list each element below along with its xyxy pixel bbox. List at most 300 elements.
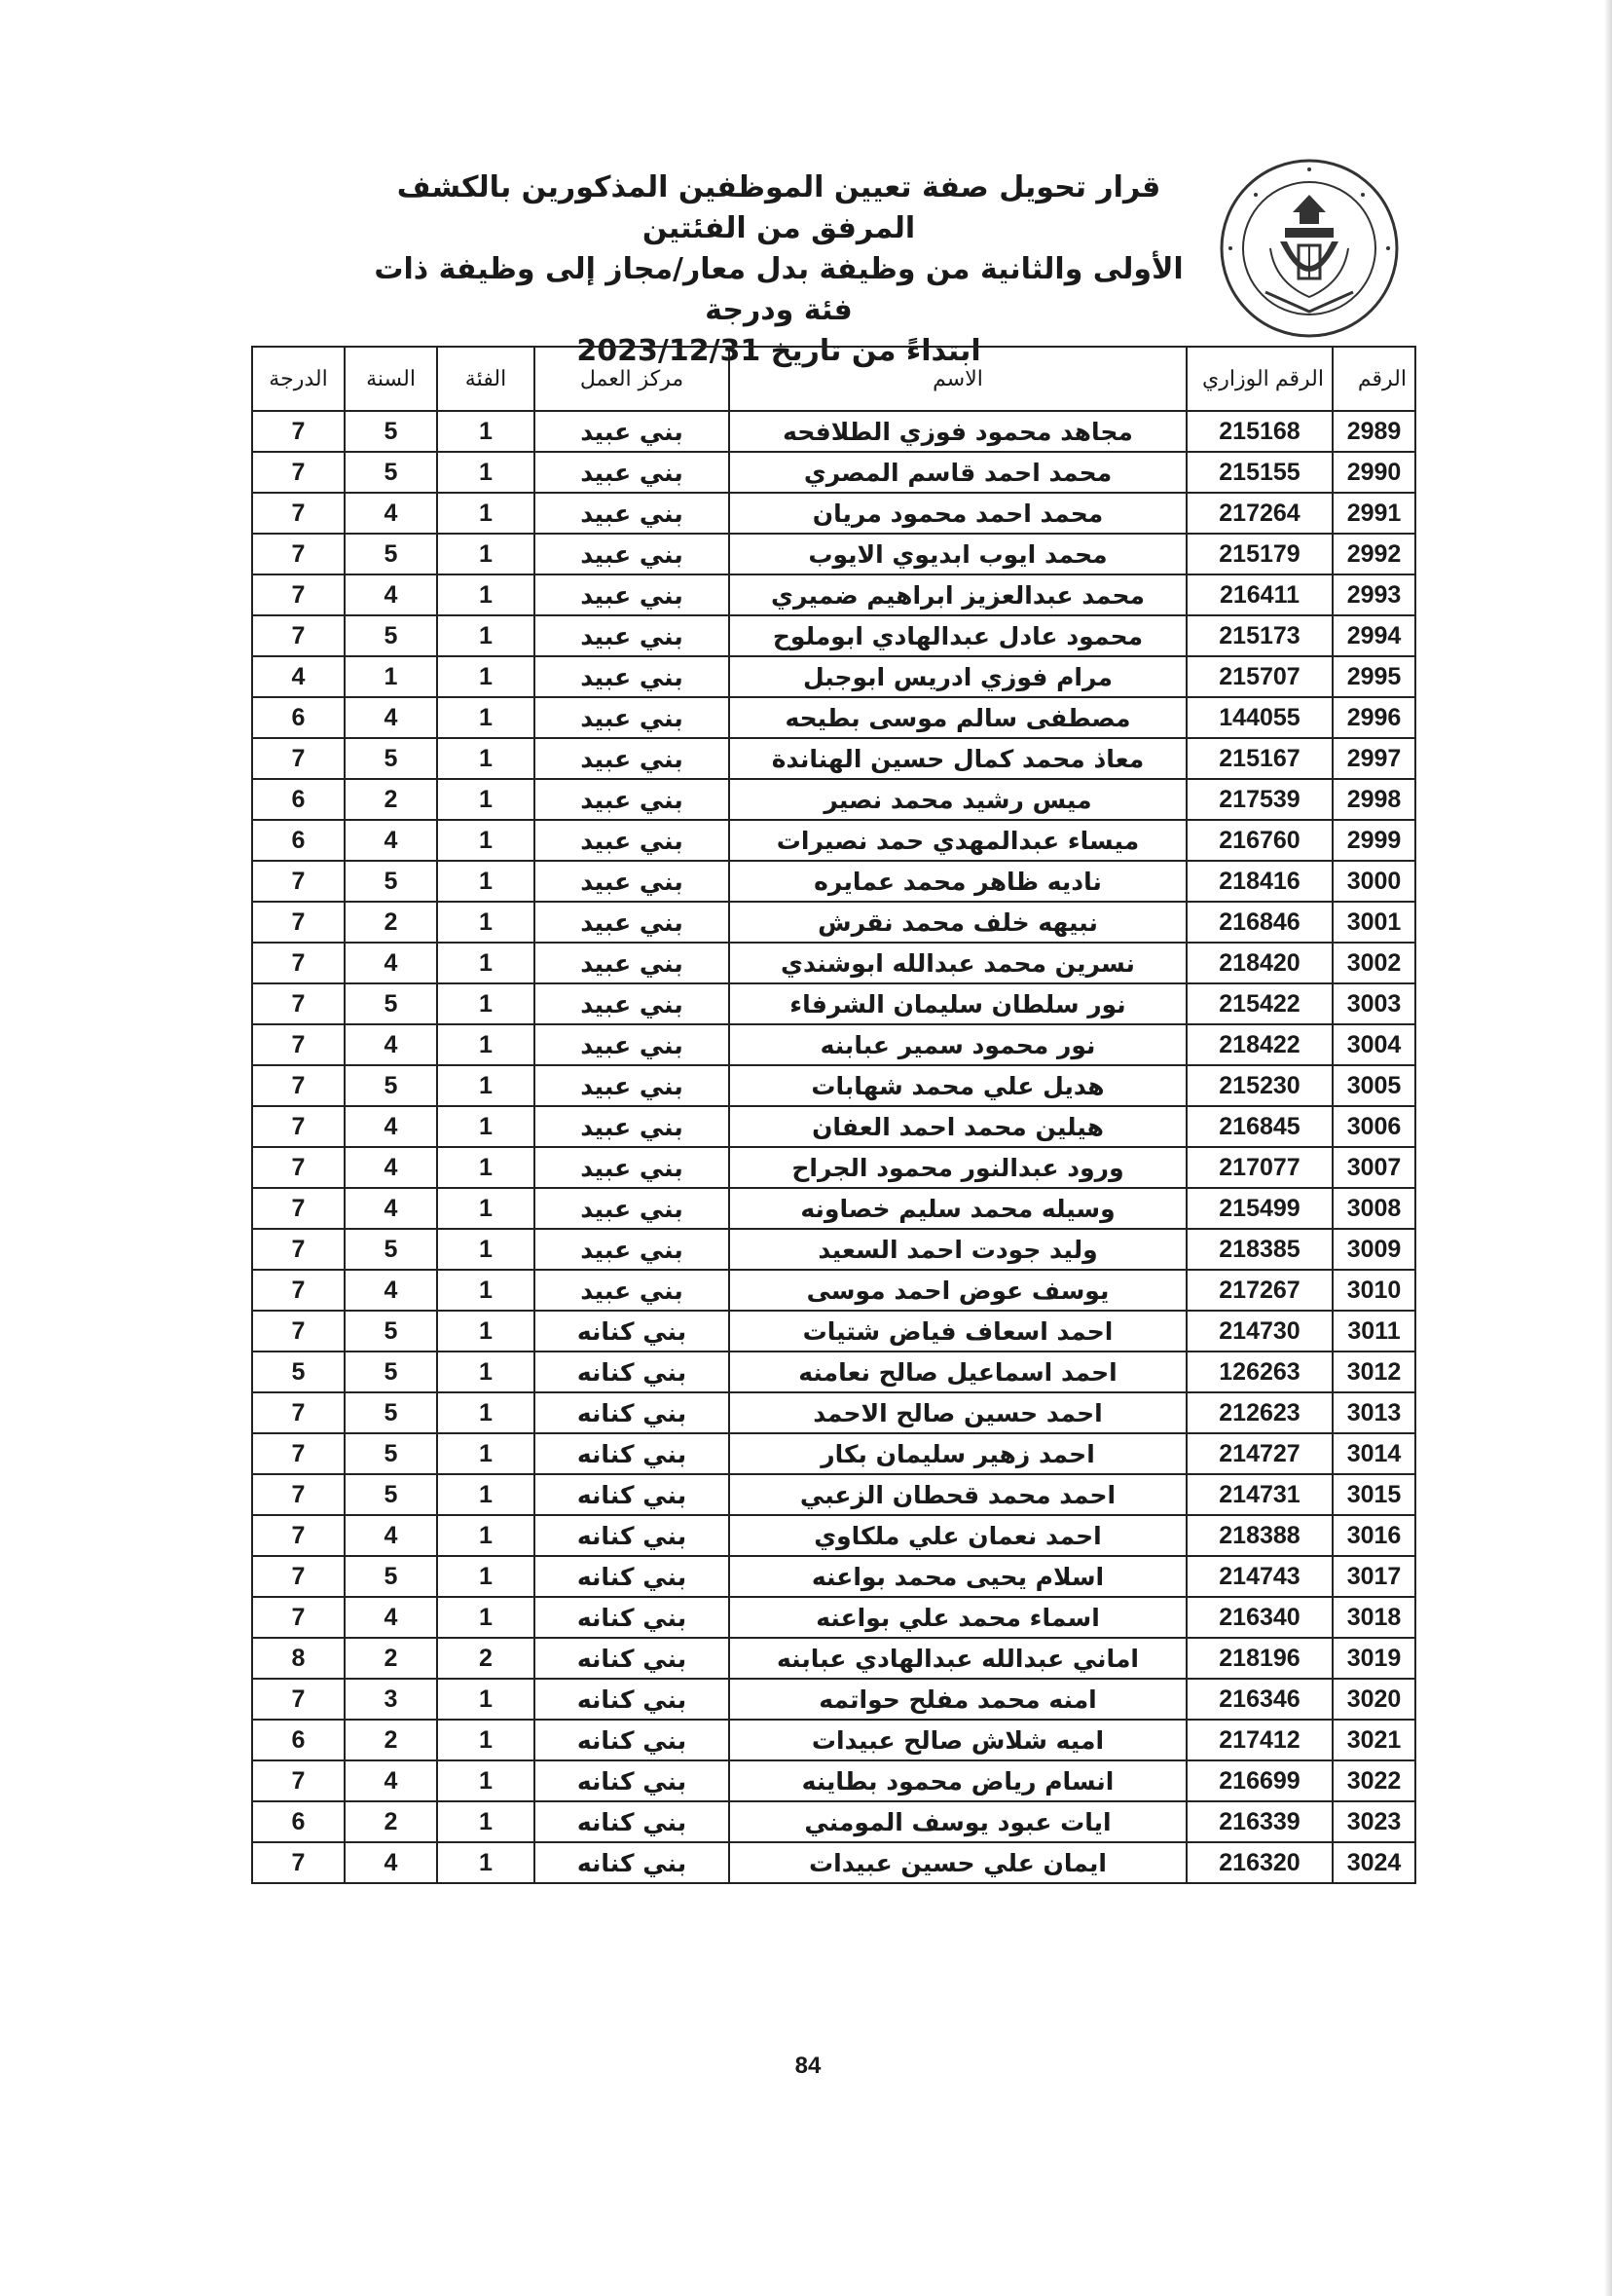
table-row [252,656,1415,697]
table-row [252,1270,1415,1311]
cell-ministry-id: 216845 [1187,1106,1333,1147]
table-body [252,411,1415,1883]
cell-num: 3020 [1333,1679,1415,1720]
cell-name: مصطفى سالم موسى بطيحه [729,697,1187,738]
cell-grade: 6 [252,1720,345,1760]
document-title [360,167,1197,372]
cell-year: 5 [345,1474,437,1515]
cell-ministry-id: 218385 [1187,1229,1333,1270]
cell-num: 2989 [1333,411,1415,452]
cell-grade: 7 [252,1229,345,1270]
cell-name: معاذ محمد كمال حسين الهناندة [729,738,1187,779]
cell-num: 3009 [1333,1229,1415,1270]
cell-grade: 7 [252,1270,345,1311]
cell-grade: 6 [252,1801,345,1842]
cell-name: ورود عبدالنور محمود الجراح [729,1147,1187,1188]
cell-ministry-id: 218416 [1187,861,1333,902]
table-header-row [252,347,1415,411]
cell-name: احمد محمد قحطان الزعبي [729,1474,1187,1515]
cell-num: 3004 [1333,1024,1415,1065]
cell-name: وليد جودت احمد السعيد [729,1229,1187,1270]
cell-category: 1 [437,1801,534,1842]
table-row [252,574,1415,615]
cell-grade: 6 [252,820,345,861]
cell-category: 1 [437,1515,534,1556]
cell-num: 3015 [1333,1474,1415,1515]
cell-grade: 7 [252,1474,345,1515]
cell-name: ميساء عبدالمهدي حمد نصيرات [729,820,1187,861]
cell-ministry-id: 217412 [1187,1720,1333,1760]
cell-category: 1 [437,1679,534,1720]
cell-year: 5 [345,861,437,902]
cell-work-center: بني عبيد [534,615,729,656]
table-row [252,1352,1415,1392]
cell-work-center: بني كنانه [534,1474,729,1515]
cell-work-center: بني كنانه [534,1638,729,1679]
cell-ministry-id: 215167 [1187,738,1333,779]
cell-year: 5 [345,1065,437,1106]
cell-ministry-id: 215230 [1187,1065,1333,1106]
cell-grade: 7 [252,1679,345,1720]
cell-grade: 7 [252,983,345,1024]
cell-name: محمد احمد قاسم المصري [729,452,1187,493]
cell-category: 1 [437,452,534,493]
cell-work-center: بني عبيد [534,452,729,493]
cell-grade: 8 [252,1638,345,1679]
cell-grade: 7 [252,1311,345,1352]
column-header-center: مركز العمل [534,347,729,411]
cell-name: احمد اسعاف فياض شتيات [729,1311,1187,1352]
cell-work-center: بني كنانه [534,1433,729,1474]
cell-grade: 7 [252,534,345,574]
cell-category: 1 [437,1065,534,1106]
cell-category: 1 [437,411,534,452]
document-header [331,156,1402,368]
cell-ministry-id: 214731 [1187,1474,1333,1515]
cell-num: 3012 [1333,1352,1415,1392]
cell-year: 5 [345,983,437,1024]
cell-year: 2 [345,1801,437,1842]
cell-num: 2999 [1333,820,1415,861]
cell-num: 2998 [1333,779,1415,820]
cell-ministry-id: 218422 [1187,1024,1333,1065]
table-row [252,1147,1415,1188]
cell-name: نور سلطان سليمان الشرفاء [729,983,1187,1024]
cell-year: 4 [345,820,437,861]
table-row [252,1188,1415,1229]
cell-ministry-id: 216760 [1187,820,1333,861]
employees-table [251,346,1416,1884]
cell-work-center: بني عبيد [534,983,729,1024]
cell-name: ايات عبود يوسف المومني [729,1801,1187,1842]
cell-ministry-id: 217539 [1187,779,1333,820]
cell-year: 3 [345,1679,437,1720]
cell-ministry-id: 215707 [1187,656,1333,697]
cell-num: 3014 [1333,1433,1415,1474]
table-row [252,1433,1415,1474]
table-row [252,1679,1415,1720]
cell-grade: 7 [252,1597,345,1638]
table-row [252,779,1415,820]
cell-name: وسيله محمد سليم خصاونه [729,1188,1187,1229]
title-line-1: قرار تحويل صفة تعيين الموظفين المذكورين بالكشف المرفق من الفئتين [396,170,1161,245]
column-header-category: الفئة [437,347,534,411]
cell-num: 2993 [1333,574,1415,615]
cell-category: 1 [437,943,534,983]
cell-ministry-id: 216339 [1187,1801,1333,1842]
cell-num: 2994 [1333,615,1415,656]
table-row [252,1515,1415,1556]
cell-name: احمد حسين صالح الاحمد [729,1392,1187,1433]
cell-num: 3010 [1333,1270,1415,1311]
cell-year: 5 [345,738,437,779]
cell-category: 1 [437,1433,534,1474]
table-row [252,1556,1415,1597]
cell-ministry-id: 215168 [1187,411,1333,452]
table-row [252,411,1415,452]
cell-name: مجاهد محمود فوزي الطلافحه [729,411,1187,452]
cell-grade: 7 [252,493,345,534]
cell-category: 1 [437,697,534,738]
cell-work-center: بني عبيد [534,411,729,452]
cell-year: 5 [345,452,437,493]
cell-year: 4 [345,1106,437,1147]
cell-num: 3021 [1333,1720,1415,1760]
table-row [252,1065,1415,1106]
cell-num: 3022 [1333,1760,1415,1801]
cell-category: 1 [437,1311,534,1352]
cell-grade: 7 [252,615,345,656]
table-row [252,534,1415,574]
cell-num: 2990 [1333,452,1415,493]
cell-category: 1 [437,820,534,861]
cell-grade: 7 [252,1147,345,1188]
cell-year: 4 [345,943,437,983]
cell-grade: 6 [252,779,345,820]
table-row [252,1106,1415,1147]
cell-name: احمد نعمان علي ملكاوي [729,1515,1187,1556]
table-row [252,902,1415,943]
cell-ministry-id: 216846 [1187,902,1333,943]
cell-ministry-id: 217267 [1187,1270,1333,1311]
cell-year: 4 [345,1842,437,1883]
cell-grade: 7 [252,1065,345,1106]
cell-grade: 7 [252,1760,345,1801]
cell-category: 1 [437,1188,534,1229]
cell-year: 1 [345,656,437,697]
cell-ministry-id: 218388 [1187,1515,1333,1556]
cell-grade: 7 [252,574,345,615]
cell-category: 1 [437,1106,534,1147]
cell-category: 1 [437,1229,534,1270]
ministry-emblem-icon [1217,156,1402,341]
cell-work-center: بني عبيد [534,697,729,738]
cell-ministry-id: 215422 [1187,983,1333,1024]
cell-category: 1 [437,493,534,534]
cell-year: 5 [345,1556,437,1597]
cell-name: ايمان علي حسين عبيدات [729,1842,1187,1883]
page-edge-shadow [1604,0,1612,2296]
cell-num: 3019 [1333,1638,1415,1679]
cell-ministry-id: 215155 [1187,452,1333,493]
cell-work-center: بني عبيد [534,1229,729,1270]
cell-category: 1 [437,861,534,902]
cell-ministry-id: 214727 [1187,1433,1333,1474]
table-row [252,1474,1415,1515]
cell-work-center: بني عبيد [534,1024,729,1065]
cell-year: 4 [345,574,437,615]
table-row [252,697,1415,738]
cell-num: 2992 [1333,534,1415,574]
cell-num: 2991 [1333,493,1415,534]
cell-num: 3024 [1333,1842,1415,1883]
cell-grade: 7 [252,1024,345,1065]
cell-grade: 7 [252,738,345,779]
cell-grade: 7 [252,1188,345,1229]
table-row [252,1760,1415,1801]
cell-year: 5 [345,1433,437,1474]
cell-name: اميه شلاش صالح عبيدات [729,1720,1187,1760]
cell-work-center: بني عبيد [534,656,729,697]
cell-year: 5 [345,615,437,656]
cell-num: 3002 [1333,943,1415,983]
cell-work-center: بني كنانه [534,1556,729,1597]
cell-num: 3018 [1333,1597,1415,1638]
cell-num: 2997 [1333,738,1415,779]
table-row [252,1229,1415,1270]
page-number: 84 [794,2053,822,2079]
table-row [252,493,1415,534]
cell-grade: 7 [252,1515,345,1556]
cell-num: 3023 [1333,1801,1415,1842]
cell-ministry-id: 216411 [1187,574,1333,615]
cell-category: 1 [437,1270,534,1311]
cell-name: يوسف عوض احمد موسى [729,1270,1187,1311]
cell-category: 1 [437,1556,534,1597]
cell-ministry-id: 217077 [1187,1147,1333,1188]
cell-work-center: بني كنانه [534,1760,729,1801]
cell-category: 1 [437,779,534,820]
cell-name: هيلين محمد احمد العفان [729,1106,1187,1147]
cell-ministry-id: 216699 [1187,1760,1333,1801]
cell-category: 1 [437,902,534,943]
cell-category: 1 [437,983,534,1024]
cell-work-center: بني عبيد [534,1106,729,1147]
cell-grade: 7 [252,452,345,493]
cell-category: 1 [437,1597,534,1638]
cell-work-center: بني عبيد [534,493,729,534]
cell-name: اسلام يحيى محمد بواعنه [729,1556,1187,1597]
cell-grade: 7 [252,902,345,943]
cell-work-center: بني عبيد [534,902,729,943]
cell-work-center: بني عبيد [534,1065,729,1106]
cell-name: محمود عادل عبدالهادي ابوملوح [729,615,1187,656]
table-row [252,1842,1415,1883]
cell-ministry-id: 216320 [1187,1842,1333,1883]
cell-work-center: بني كنانه [534,1515,729,1556]
cell-work-center: بني عبيد [534,779,729,820]
cell-work-center: بني عبيد [534,1147,729,1188]
cell-work-center: بني عبيد [534,1270,729,1311]
cell-ministry-id: 215179 [1187,534,1333,574]
table-row [252,1024,1415,1065]
title-line-3: ابتداءً من تاريخ 2023/12/31 [576,334,981,368]
cell-ministry-id: 218196 [1187,1638,1333,1679]
cell-year: 5 [345,411,437,452]
cell-year: 2 [345,1720,437,1760]
cell-year: 4 [345,1597,437,1638]
cell-category: 1 [437,1842,534,1883]
cell-name: اسماء محمد علي بواعنه [729,1597,1187,1638]
cell-grade: 7 [252,1106,345,1147]
cell-work-center: بني عبيد [534,738,729,779]
cell-year: 5 [345,1392,437,1433]
cell-year: 5 [345,1311,437,1352]
cell-ministry-id: 215173 [1187,615,1333,656]
cell-ministry-id: 216346 [1187,1679,1333,1720]
column-header-grade: الدرجة [252,347,345,411]
column-header-name: الاسم [729,347,1187,411]
cell-year: 4 [345,1024,437,1065]
cell-num: 3003 [1333,983,1415,1024]
cell-name: احمد زهير سليمان بكار [729,1433,1187,1474]
table-row [252,861,1415,902]
cell-category: 1 [437,1760,534,1801]
cell-num: 3008 [1333,1188,1415,1229]
cell-num: 2996 [1333,697,1415,738]
cell-grade: 6 [252,697,345,738]
cell-name: محمد احمد محمود مريان [729,493,1187,534]
cell-name: احمد اسماعيل صالح نعامنه [729,1352,1187,1392]
cell-ministry-id: 212623 [1187,1392,1333,1433]
cell-work-center: بني عبيد [534,534,729,574]
cell-year: 5 [345,534,437,574]
cell-year: 4 [345,697,437,738]
table-row [252,1311,1415,1352]
cell-ministry-id: 144055 [1187,697,1333,738]
cell-work-center: بني كنانه [534,1720,729,1760]
cell-name: ميس رشيد محمد نصير [729,779,1187,820]
cell-num: 2995 [1333,656,1415,697]
cell-category: 1 [437,1474,534,1515]
cell-num: 3006 [1333,1106,1415,1147]
cell-category: 1 [437,1352,534,1392]
column-header-year: السنة [345,347,437,411]
cell-name: مرام فوزي ادريس ابوجبل [729,656,1187,697]
table-row [252,452,1415,493]
table-row [252,1720,1415,1760]
cell-name: امنه محمد مفلح حواتمه [729,1679,1187,1720]
cell-year: 4 [345,1760,437,1801]
cell-category: 1 [437,1392,534,1433]
cell-grade: 7 [252,1842,345,1883]
cell-ministry-id: 214730 [1187,1311,1333,1352]
cell-work-center: بني كنانه [534,1597,729,1638]
cell-name: نور محمود سمير عبابنه [729,1024,1187,1065]
title-line-2: الأولى والثانية من وظيفة بدل معار/مجاز إلى وظيفة ذات فئة ودرجة [374,252,1184,327]
table-row [252,1597,1415,1638]
cell-work-center: بني كنانه [534,1311,729,1352]
cell-ministry-id: 218420 [1187,943,1333,983]
cell-category: 1 [437,574,534,615]
cell-category: 1 [437,656,534,697]
cell-year: 2 [345,779,437,820]
cell-work-center: بني كنانه [534,1842,729,1883]
cell-year: 4 [345,1515,437,1556]
table-row [252,615,1415,656]
cell-category: 1 [437,534,534,574]
cell-year: 4 [345,1147,437,1188]
cell-work-center: بني كنانه [534,1352,729,1392]
cell-work-center: بني كنانه [534,1392,729,1433]
cell-category: 1 [437,1024,534,1065]
cell-year: 2 [345,902,437,943]
cell-ministry-id: 126263 [1187,1352,1333,1392]
column-header-num: الرقم [1333,347,1415,411]
cell-name: نبيهه خلف محمد نقرش [729,902,1187,943]
table-row [252,983,1415,1024]
cell-name: ناديه ظاهر محمد عمايره [729,861,1187,902]
cell-num: 3000 [1333,861,1415,902]
column-header-id: الرقم الوزاري [1187,347,1333,411]
cell-grade: 7 [252,1433,345,1474]
cell-ministry-id: 215499 [1187,1188,1333,1229]
table-row [252,820,1415,861]
cell-year: 4 [345,1188,437,1229]
cell-work-center: بني كنانه [534,1679,729,1720]
cell-category: 1 [437,615,534,656]
cell-num: 3001 [1333,902,1415,943]
cell-work-center: بني عبيد [534,574,729,615]
cell-grade: 5 [252,1352,345,1392]
cell-work-center: بني كنانه [534,1801,729,1842]
cell-name: هديل علي محمد شهابات [729,1065,1187,1106]
cell-grade: 7 [252,1556,345,1597]
cell-year: 4 [345,1270,437,1311]
table-row [252,1801,1415,1842]
cell-ministry-id: 216340 [1187,1597,1333,1638]
cell-grade: 7 [252,1392,345,1433]
cell-year: 4 [345,493,437,534]
cell-name: انسام رياض محمود بطاينه [729,1760,1187,1801]
cell-category: 1 [437,738,534,779]
cell-category: 1 [437,1720,534,1760]
cell-num: 3007 [1333,1147,1415,1188]
cell-grade: 7 [252,861,345,902]
cell-name: اماني عبدالله عبدالهادي عبابنه [729,1638,1187,1679]
table-row [252,1392,1415,1433]
cell-year: 5 [345,1229,437,1270]
table-row [252,738,1415,779]
cell-num: 3017 [1333,1556,1415,1597]
cell-category: 2 [437,1638,534,1679]
cell-name: محمد عبدالعزيز ابراهيم ضميري [729,574,1187,615]
cell-year: 2 [345,1638,437,1679]
cell-grade: 7 [252,943,345,983]
cell-year: 5 [345,1352,437,1392]
cell-num: 3011 [1333,1311,1415,1352]
cell-category: 1 [437,1147,534,1188]
cell-name: محمد ايوب ابديوي الايوب [729,534,1187,574]
cell-work-center: بني عبيد [534,943,729,983]
table-row [252,1638,1415,1679]
cell-work-center: بني عبيد [534,820,729,861]
cell-grade: 4 [252,656,345,697]
cell-num: 3016 [1333,1515,1415,1556]
cell-work-center: بني عبيد [534,861,729,902]
table-row [252,943,1415,983]
cell-grade: 7 [252,411,345,452]
